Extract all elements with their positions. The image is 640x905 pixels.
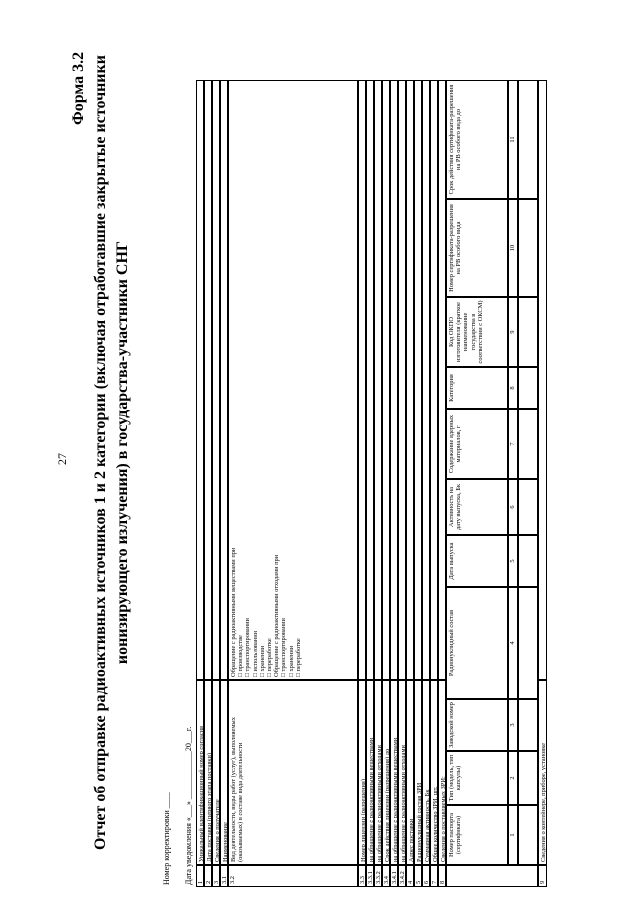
row-label-text: Номер лицензии (разрешения) [360, 779, 367, 862]
title-line-2: ионизирующего излучения) в государства-участники СНГ [114, 240, 131, 665]
row-label [390, 680, 398, 865]
row-number [196, 865, 204, 887]
row-label [374, 680, 382, 865]
column-header [446, 699, 508, 751]
row-number [422, 865, 430, 887]
row-label-text: на обращение с радиоактивными отходами [376, 745, 383, 862]
column-header [446, 587, 508, 699]
row-number [414, 865, 422, 887]
row-number-text: 3.3.2 [375, 871, 382, 884]
column-number-text: 1 [509, 833, 516, 837]
column-header-text: Код ОКПО изготовителя (краткое наименование государства в соответствии с ОКСМ) [448, 300, 484, 364]
row-label-text: Наименование [222, 822, 229, 862]
row-value [406, 80, 414, 680]
row-number-text: 8 [439, 880, 446, 884]
row-label-text: Радионуклидный состав ЗРИ [416, 782, 423, 862]
column-number [508, 587, 518, 699]
data-cell-empty [518, 587, 538, 699]
column-header-text: Тип (модель, тип капсулы) [448, 754, 463, 802]
row-label-text: Общее количество ЗРИ, шт. [432, 786, 439, 862]
column-number-text: 2 [509, 776, 516, 780]
row-label-text: Вид деятельности, виды работ (услуг), выполняемых (оказываемых) в составе вида деятельности [230, 717, 245, 862]
row-number [438, 865, 446, 887]
row-number [390, 865, 398, 887]
checkbox-item: □ транспортировании [244, 618, 252, 677]
data-cell-empty [518, 367, 538, 409]
row-number [398, 865, 406, 887]
row-label [398, 680, 406, 865]
column-header [446, 367, 508, 409]
column-number [508, 199, 518, 297]
data-cell-empty [518, 199, 538, 297]
column-header-text: Дата выпуска [448, 542, 455, 580]
row-label [422, 680, 430, 865]
row-label [382, 680, 390, 865]
column-number [508, 479, 518, 535]
row-value [358, 80, 366, 680]
notification-date: Дата уведомления «___» ____________20___г. [184, 726, 193, 885]
column-number [508, 535, 518, 587]
row-label-text: на обращение с радиоактивными веществами [392, 737, 399, 862]
column-header-text: Категория [448, 374, 455, 402]
checkbox-item: □ транспортировании [280, 618, 288, 677]
row-label [438, 680, 446, 865]
row-number-text: 5 [415, 880, 422, 884]
row-label [430, 680, 438, 865]
row-number [358, 865, 366, 887]
column-header [446, 199, 508, 297]
row-label [228, 680, 358, 865]
column-header [446, 297, 508, 367]
data-cell-empty [518, 751, 538, 805]
activity-checkbox-list [228, 80, 358, 680]
row-number-text: 6 [423, 880, 430, 884]
title-line-1: Отчет об отправке радиоактивных источников 1 и 2 категории (включая отработавшие закрытые источники [92, 55, 109, 850]
row-label [220, 680, 228, 865]
column-number-text: 4 [509, 641, 516, 645]
row-number-text: 3.1 [221, 876, 228, 884]
column-number-text: 7 [509, 442, 516, 446]
row-value [398, 80, 406, 680]
column-number [508, 699, 518, 751]
column-header [446, 751, 508, 805]
row-label-text: Дата поставки (первого этапа поставки) [206, 752, 213, 862]
row-value [374, 80, 382, 680]
row-label-text: на обращение с радиоактивными отходами [400, 745, 407, 862]
row-label [212, 680, 220, 865]
row-value [382, 80, 390, 680]
row-number-spacer [446, 865, 538, 887]
row-number [374, 865, 382, 887]
column-number [508, 751, 518, 805]
row-label [538, 680, 547, 865]
checkbox-item: □ хранении [287, 645, 295, 677]
checkbox-item: □ переработке [266, 638, 274, 677]
row-number-text: 7 [431, 880, 438, 884]
row-number [366, 865, 374, 887]
row-label-text: Адрес поставки [408, 818, 415, 862]
row-label [196, 680, 204, 865]
column-number [508, 367, 518, 409]
rv-header: Обращение с радиоактивными веществами при [230, 547, 237, 677]
row-label-text: Суммарная активность, Бк [424, 789, 431, 862]
data-cell-empty [518, 805, 538, 865]
column-header-text: Номер паспорта (сертификата) [448, 813, 463, 857]
data-cell-empty [518, 699, 538, 751]
column-header-text: Заводской номер [448, 702, 455, 748]
row-number-text: 2 [205, 880, 212, 884]
row-number [212, 865, 220, 887]
column-number [508, 805, 518, 865]
row-number-text: 3 [213, 880, 220, 884]
row-label-text: Сведения о получателе [214, 799, 221, 862]
column-number [508, 297, 518, 367]
row-value [438, 80, 446, 680]
column-header-text: Активность на дату выпуска, Бк [448, 484, 463, 531]
row-label-text: Уникальный идентификационный номер согласия [198, 726, 205, 862]
row-number-text: 3.4 [383, 876, 390, 884]
row-number [538, 865, 547, 887]
column-header [446, 479, 508, 535]
row-value [390, 80, 398, 680]
column-header-text: Срок действия сертификата-разрешения на РВ особого вида до [448, 84, 463, 195]
row-label-text: Сведения о поставляемых ЗРИ: [440, 776, 447, 862]
checkbox-item: □ переработке [294, 638, 302, 677]
data-cell-empty [518, 297, 538, 367]
row-label-text: Срок действия лицензии (разрешения) до [384, 748, 391, 862]
checkbox-item: □ использовании [251, 630, 259, 677]
row-value [196, 80, 204, 680]
row-number [228, 865, 358, 887]
column-number [508, 80, 518, 199]
column-header [446, 535, 508, 587]
row-number-text: 3.3.1 [367, 871, 374, 884]
column-number-text: 10 [509, 244, 516, 252]
row-number [382, 865, 390, 887]
column-header [446, 805, 508, 865]
column-number [508, 409, 518, 479]
row-label-text: Сведения о контейнере, приборе, установке [540, 742, 547, 862]
row-number-text: 3.4.1 [391, 871, 398, 884]
row-number [406, 865, 414, 887]
row-label [406, 680, 414, 865]
row-label-text: на обращение с радиоактивными веществами [368, 737, 375, 862]
row-number-text: 3.2 [229, 876, 236, 884]
checkbox-item: □ хранении [258, 645, 266, 677]
data-cell-empty [518, 479, 538, 535]
page-number: 27 [55, 453, 69, 465]
column-number-text: 11 [509, 136, 516, 143]
row-value [366, 80, 374, 680]
row-number-text: 3.3 [359, 876, 366, 884]
row-value [212, 80, 220, 680]
column-header [446, 409, 508, 479]
column-number-text: 8 [509, 386, 516, 390]
checkbox-item: □ производстве [237, 635, 245, 677]
column-header-text: Радионуклидный состав [448, 609, 455, 677]
column-header [446, 80, 508, 199]
row-value [538, 80, 547, 680]
report-table [196, 80, 556, 887]
row-value [204, 80, 212, 680]
column-number-text: 6 [509, 505, 516, 509]
column-header-text: Содержание ядерных материалов, г [448, 414, 463, 474]
ro-header: Обращение с радиоактивными отходами при [273, 554, 281, 677]
row-value [430, 80, 438, 680]
row-value [422, 80, 430, 680]
row-number-text: 3.4.2 [399, 871, 406, 884]
data-cell-empty [518, 80, 538, 199]
data-cell-empty [518, 535, 538, 587]
row-number [220, 865, 228, 887]
row-label [204, 680, 212, 865]
row-number-text: 4 [407, 880, 414, 884]
row-label [366, 680, 374, 865]
column-header-text: Номер сертификата-разрешения на РВ особого вида [448, 204, 463, 292]
row-value [414, 80, 422, 680]
row-number-text: 9 [539, 880, 546, 884]
column-number-text: 5 [509, 559, 516, 563]
row-number [430, 865, 438, 887]
row-number-text: 1 [197, 880, 204, 884]
row-label [414, 680, 422, 865]
document-title [90, 30, 134, 875]
row-value [220, 80, 228, 680]
column-number-text: 9 [509, 330, 516, 334]
form-label: Форма 3.2 [70, 51, 87, 125]
column-number-text: 3 [509, 723, 516, 727]
row-label [358, 680, 366, 865]
data-cell-empty [518, 409, 538, 479]
correction-number: Номер корректировки ____ [162, 792, 171, 885]
row-number [204, 865, 212, 887]
